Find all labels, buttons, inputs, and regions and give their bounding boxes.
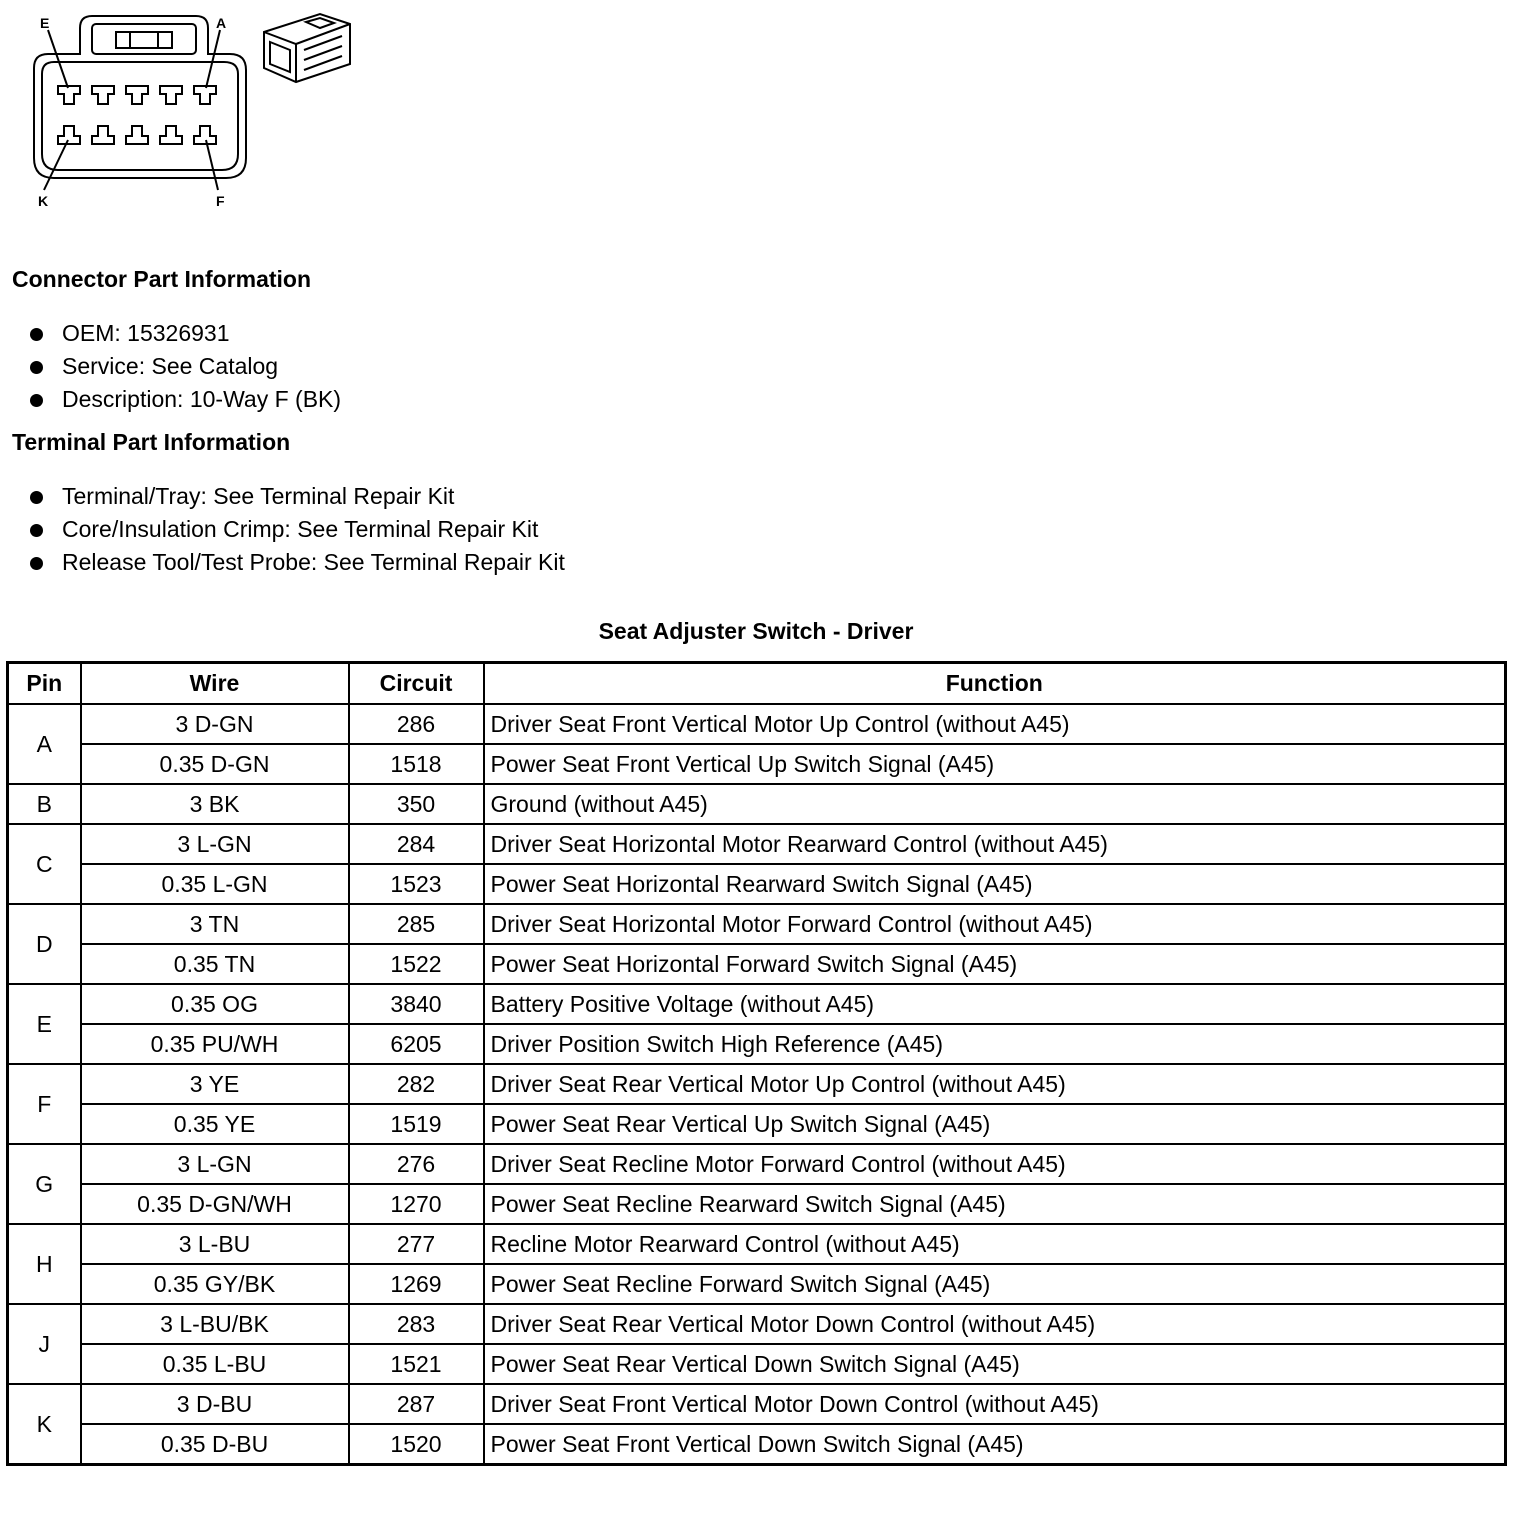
function-cell: Driver Seat Horizontal Motor Forward Control (without A45) xyxy=(484,904,1506,944)
circuit-cell: 285 xyxy=(349,904,484,944)
connector-latch xyxy=(92,24,196,54)
wire-cell: 0.35 L-GN xyxy=(81,864,349,904)
connector-info-heading: Connector Part Information xyxy=(12,266,312,292)
wire-cell: 0.35 D-GN xyxy=(81,744,349,784)
circuit-cell: 284 xyxy=(349,824,484,864)
function-cell: Driver Seat Rear Vertical Motor Down Control (without A45) xyxy=(484,1304,1506,1344)
wire-cell: 0.35 D-BU xyxy=(81,1424,349,1465)
table-row xyxy=(8,1104,1506,1144)
function-cell: Driver Seat Recline Motor Forward Control (without A45) xyxy=(484,1144,1506,1184)
table-row xyxy=(8,704,1506,744)
wire-cell: 3 D-BU xyxy=(81,1384,349,1424)
wire-cell: 3 D-GN xyxy=(81,704,349,744)
pin-cell: D xyxy=(8,904,81,984)
terminal-info-item: Release Tool/Test Probe: See Terminal Repair Kit xyxy=(28,546,565,579)
table-row xyxy=(8,1384,1506,1424)
circuit-cell: 1522 xyxy=(349,944,484,984)
column-header-pin: Pin xyxy=(8,663,81,705)
wire-cell: 0.35 OG xyxy=(81,984,349,1024)
circuit-cell: 283 xyxy=(349,1304,484,1344)
bullet-icon xyxy=(30,394,43,407)
circuit-cell: 286 xyxy=(349,704,484,744)
column-header-circuit: Circuit xyxy=(349,663,484,705)
callout-label-bottom-right: F xyxy=(216,193,225,209)
wire-cell: 0.35 GY/BK xyxy=(81,1264,349,1304)
connector-info-list xyxy=(28,317,341,416)
table-row xyxy=(8,1424,1506,1465)
table-row xyxy=(8,1264,1506,1304)
circuit-cell: 287 xyxy=(349,1384,484,1424)
circuit-cell: 276 xyxy=(349,1144,484,1184)
bullet-icon xyxy=(30,328,43,341)
table-row xyxy=(8,1344,1506,1384)
wire-cell: 0.35 TN xyxy=(81,944,349,984)
callout-label-top-right: A xyxy=(216,15,227,31)
wire-cell: 3 L-BU xyxy=(81,1224,349,1264)
circuit-cell: 1519 xyxy=(349,1104,484,1144)
connector-info-item: Service: See Catalog xyxy=(28,350,341,383)
function-cell: Driver Seat Horizontal Motor Rearward Control (without A45) xyxy=(484,824,1506,864)
pin-cell: B xyxy=(8,784,81,824)
table-row xyxy=(8,744,1506,784)
bullet-icon xyxy=(30,557,43,570)
callout-label-bottom-left: K xyxy=(38,193,49,209)
wire-cell: 3 L-GN xyxy=(81,1144,349,1184)
pinout-table xyxy=(6,661,1507,1466)
pin-cell: A xyxy=(8,704,81,784)
pin-cell: E xyxy=(8,984,81,1064)
function-cell: Power Seat Rear Vertical Up Switch Signal (A45) xyxy=(484,1104,1506,1144)
function-cell: Power Seat Recline Rearward Switch Signal (A45) xyxy=(484,1184,1506,1224)
bullet-icon xyxy=(30,491,43,504)
function-cell: Power Seat Horizontal Forward Switch Signal (A45) xyxy=(484,944,1506,984)
pin-cell: J xyxy=(8,1304,81,1384)
wire-cell: 3 TN xyxy=(81,904,349,944)
terminal-info-list xyxy=(28,480,565,579)
circuit-cell: 1518 xyxy=(349,744,484,784)
table-body xyxy=(8,704,1506,1465)
wire-cell: 0.35 PU/WH xyxy=(81,1024,349,1064)
table-header-row xyxy=(8,663,1506,705)
pin-cell: H xyxy=(8,1224,81,1304)
wire-cell: 3 L-GN xyxy=(81,824,349,864)
terminal-row-bottom xyxy=(58,126,216,144)
bullet-icon xyxy=(30,524,43,537)
table-row xyxy=(8,864,1506,904)
function-cell: Recline Motor Rearward Control (without A45) xyxy=(484,1224,1506,1264)
table-row xyxy=(8,1064,1506,1104)
function-cell: Power Seat Front Vertical Up Switch Signal (A45) xyxy=(484,744,1506,784)
connector-3d-icon xyxy=(264,14,350,82)
column-header-function: Function xyxy=(484,663,1506,705)
function-cell: Ground (without A45) xyxy=(484,784,1506,824)
function-cell: Power Seat Recline Forward Switch Signal (A45) xyxy=(484,1264,1506,1304)
function-cell: Power Seat Horizontal Rearward Switch Signal (A45) xyxy=(484,864,1506,904)
wire-cell: 3 L-BU/BK xyxy=(81,1304,349,1344)
function-cell: Driver Seat Front Vertical Motor Down Control (without A45) xyxy=(484,1384,1506,1424)
wire-cell: 0.35 D-GN/WH xyxy=(81,1184,349,1224)
wire-cell: 3 BK xyxy=(81,784,349,824)
pin-cell: G xyxy=(8,1144,81,1224)
connector-diagram xyxy=(20,8,360,213)
table-row xyxy=(8,1144,1506,1184)
terminal-info-item: Terminal/Tray: See Terminal Repair Kit xyxy=(28,480,565,513)
circuit-cell: 1521 xyxy=(349,1344,484,1384)
wire-cell: 0.35 YE xyxy=(81,1104,349,1144)
column-header-wire: Wire xyxy=(81,663,349,705)
circuit-cell: 3840 xyxy=(349,984,484,1024)
terminal-info-heading: Terminal Part Information xyxy=(12,429,291,455)
circuit-cell: 282 xyxy=(349,1064,484,1104)
circuit-cell: 1270 xyxy=(349,1184,484,1224)
pin-cell: K xyxy=(8,1384,81,1465)
connector-housing-outline xyxy=(34,16,246,178)
table-row xyxy=(8,1224,1506,1264)
table-row xyxy=(8,1024,1506,1064)
circuit-cell: 1520 xyxy=(349,1424,484,1465)
table-row xyxy=(8,944,1506,984)
function-cell: Power Seat Rear Vertical Down Switch Signal (A45) xyxy=(484,1344,1506,1384)
table-row xyxy=(8,1304,1506,1344)
function-cell: Driver Seat Rear Vertical Motor Up Control (without A45) xyxy=(484,1064,1506,1104)
wire-cell: 0.35 L-BU xyxy=(81,1344,349,1384)
function-cell: Driver Position Switch High Reference (A45) xyxy=(484,1024,1506,1064)
pin-cell: C xyxy=(8,824,81,904)
table-row xyxy=(8,984,1506,1024)
table-row xyxy=(8,784,1506,824)
bullet-icon xyxy=(30,361,43,374)
function-cell: Power Seat Front Vertical Down Switch Signal (A45) xyxy=(484,1424,1506,1465)
table-row xyxy=(8,824,1506,864)
circuit-cell: 6205 xyxy=(349,1024,484,1064)
connector-info-item: OEM: 15326931 xyxy=(28,317,341,350)
terminal-info-item: Core/Insulation Crimp: See Terminal Repair Kit xyxy=(28,513,565,546)
table-row xyxy=(8,904,1506,944)
circuit-cell: 1269 xyxy=(349,1264,484,1304)
circuit-cell: 1523 xyxy=(349,864,484,904)
table-row xyxy=(8,1184,1506,1224)
callout-label-top-left: E xyxy=(40,15,50,31)
wire-cell: 3 YE xyxy=(81,1064,349,1104)
circuit-cell: 350 xyxy=(349,784,484,824)
circuit-cell: 277 xyxy=(349,1224,484,1264)
function-cell: Driver Seat Front Vertical Motor Up Control (without A45) xyxy=(484,704,1506,744)
terminal-row-top xyxy=(58,86,216,104)
pin-cell: F xyxy=(8,1064,81,1144)
table-title: Seat Adjuster Switch - Driver xyxy=(598,618,914,644)
connector-info-item: Description: 10-Way F (BK) xyxy=(28,383,341,416)
function-cell: Battery Positive Voltage (without A45) xyxy=(484,984,1506,1024)
